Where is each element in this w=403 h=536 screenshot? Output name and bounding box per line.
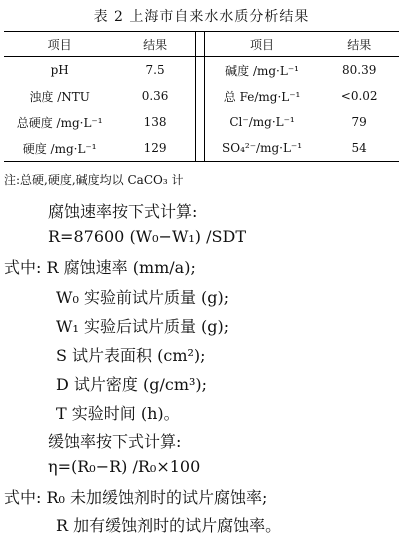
formula-legend-r: 式中: R 腐蚀速率 (mm/a); <box>4 258 196 277</box>
cell-value: <0.02 <box>340 89 378 103</box>
corrosion-rate-formula: R=87600 (W₀−W₁) /SDT <box>48 227 246 246</box>
table-footnote: 注:总硬,硬度,碱度均以 CaCO₃ 计 <box>4 173 184 187</box>
column-divider <box>195 83 204 109</box>
header-result-2: 结果 <box>347 37 372 52</box>
water-quality-table <box>4 31 399 162</box>
cell-item: 碱度 /mg·L⁻¹ <box>225 63 299 78</box>
table-row <box>4 109 399 135</box>
cell-item: 浊度 /NTU <box>29 89 90 104</box>
formula-legend-d: D 试片密度 (g/cm³); <box>56 375 208 394</box>
table-row <box>4 135 399 162</box>
cell-value: 79 <box>351 115 367 129</box>
corrosion-rate-intro: 腐蚀速率按下式计算: <box>48 202 198 221</box>
header-item-1: 项目 <box>47 37 72 52</box>
column-divider <box>195 109 204 135</box>
cell-value: 7.5 <box>145 63 165 77</box>
formula-legend-t: T 实验时间 (h)。 <box>56 404 180 423</box>
formula-legend-r0: 式中: R₀ 未加缓蚀剂时的试片腐蚀率; <box>4 488 268 507</box>
formula-legend-s: S 试片表面积 (cm²); <box>56 346 206 365</box>
cell-item: 总硬度 /mg·L⁻¹ <box>16 115 103 130</box>
formula-legend-w0: W₀ 实验前试片质量 (g); <box>56 288 230 307</box>
table-header-row <box>4 32 399 57</box>
cell-item: Cl⁻/mg·L⁻¹ <box>229 115 295 129</box>
cell-item: pH <box>50 63 69 77</box>
cell-value: 80.39 <box>342 63 377 77</box>
column-divider <box>195 135 204 162</box>
inhibition-rate-intro: 缓蚀率按下式计算: <box>48 432 182 451</box>
cell-value: 0.36 <box>141 89 169 103</box>
column-divider <box>195 32 204 57</box>
cell-value: 54 <box>351 141 367 155</box>
column-divider <box>195 57 204 84</box>
header-result-1: 结果 <box>143 37 168 52</box>
formula-legend-r-with-inhibitor: R 加有缓蚀剂时的试片腐蚀率。 <box>56 516 282 535</box>
table-row <box>4 83 399 109</box>
cell-value: 129 <box>143 141 167 155</box>
table-title: 表 2 上海市自来水水质分析结果 <box>93 9 310 25</box>
formula-legend-w1: W₁ 实验后试片质量 (g); <box>56 317 230 336</box>
inhibition-rate-formula: η=(R₀−R) /R₀×100 <box>48 457 201 476</box>
header-item-2: 项目 <box>250 37 275 52</box>
cell-item: SO₄²⁻/mg·L⁻¹ <box>222 141 303 155</box>
cell-item: 硬度 /mg·L⁻¹ <box>22 141 97 156</box>
cell-item: 总 Fe/mg·L⁻¹ <box>223 89 301 104</box>
cell-value: 138 <box>143 115 167 129</box>
table-row <box>4 57 399 84</box>
